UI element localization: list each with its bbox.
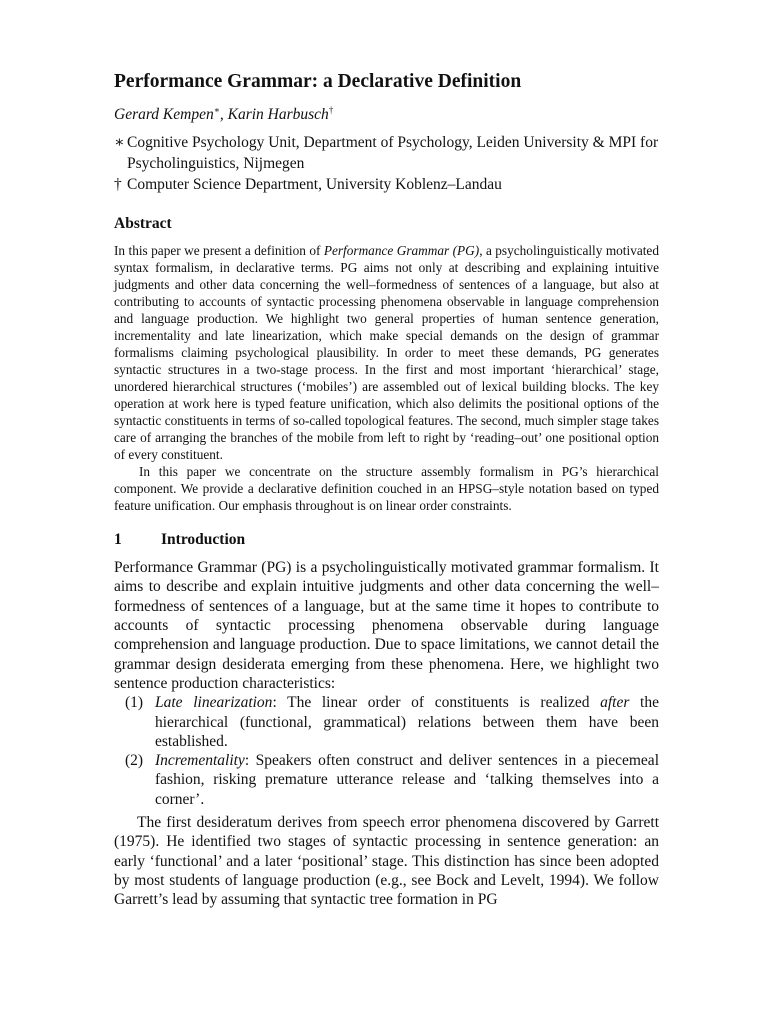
list-text-part: : The linear order of constituents is realized (272, 694, 601, 712)
paper-title: Performance Grammar: a Declarative Definition (114, 71, 522, 92)
affiliation-mark: ∗ (114, 134, 125, 152)
body-paragraph: The first desideratum derives from speech error phenomena discovered by Garrett (1975). He identified two stages of syntactic processing in sentence generation: an early ‘functional’ and a later ‘positional’ stage. This distinction has since been adopted by most students of language production (e.g., see Bock and Levelt, 1994). We follow Garrett’s lead by assuming that syntactic tree formation in PG (114, 814, 659, 909)
list-text-part: the hierarchical (functional, grammatical) relations between them have been established. (155, 694, 659, 750)
section-title: Introduction (161, 531, 246, 549)
author-separator: , (219, 106, 228, 124)
author-name: Karin Harbusch (227, 106, 329, 124)
list-emphasis: after (600, 694, 630, 712)
list-item (114, 751, 659, 809)
section-heading (114, 529, 659, 551)
abstract-paragraph (114, 242, 659, 463)
affiliation-mark: † (328, 105, 334, 115)
affiliation-mark: ∗ (213, 105, 220, 115)
list-number: (2) (125, 752, 144, 770)
abstract-text: In this paper we present a definition of (114, 243, 324, 259)
list-text (155, 751, 659, 809)
affiliation-text: Cognitive Psychology Unit, Department of Psychology, Leiden University & MPI for Psycholinguistics, Nijmegen (127, 134, 659, 173)
abstract-text: , a psycholinguistically motivated syntax formalism, in declarative terms. PG aims not only at describing and explaining intuitive judgments and other data concerning the well–formedness of sentences of a language, but also at contributing to accounts of syntactic processing phenomena observable in language comprehension and language production. We highlight two general properties of human sentence generation, incrementality and late linearization, which make special demands on the design of grammar formalisms claiming psychological plausibility. In order to meet these demands, PG generates syntactic structures in a two-stage process. In the first and most important ‘hierarchical’ stage, unordered hierarchical structures (‘mobiles’) are assembled out of lexical building blocks. The key operation at work here is typed feature unification, which also delimits the positional options of the syntactic constituents in terms of so-called topological features. The second, much simpler stage takes care of arranging the branches of the mobile from left to right by ‘reading–out’ one positional option of every constituent. (114, 243, 659, 463)
section-number: 1 (114, 531, 122, 549)
abstract-body (114, 242, 659, 514)
author-line (114, 99, 659, 126)
list-number: (1) (125, 694, 144, 712)
list-term: Late linearization (155, 694, 273, 712)
affiliation-text: Computer Science Department, University Koblenz–Landau (127, 176, 502, 194)
body-paragraph: Performance Grammar (PG) is a psycholinguistically motivated grammar formalism. It aims to describe and explain intuitive judgments and other data concerning the well–formedness of sentences of a language, but at the same time it hopes to contribute to accounts of syntactic processing phenomena observable during language comprehension and language production. Due to space limitations, we cannot detail the grammar design desiderata emerging from these phenomena. Here, we highlight two sentence production characteristics: (114, 559, 659, 692)
abstract-emphasis: Performance Grammar (PG) (323, 243, 480, 259)
author-name: Gerard Kempen (114, 106, 214, 124)
affiliation-mark: † (114, 176, 122, 194)
paper-page (114, 68, 659, 910)
list-text-part: : Speakers often construct and deliver sentences in a piecemeal fashion, risking premature utterance release and ‘talking themselves into a corner’. (155, 752, 659, 808)
numbered-list (114, 693, 659, 809)
list-term: Incrementality (155, 752, 245, 770)
list-text (155, 693, 659, 751)
section-body (114, 558, 659, 909)
affiliation (114, 174, 659, 195)
affiliation (114, 132, 659, 174)
abstract-heading: Abstract (114, 215, 172, 233)
list-item (114, 693, 659, 751)
abstract-paragraph: In this paper we concentrate on the structure assembly formalism in PG’s hierarchical component. We provide a declarative definition couched in an HPSG–style notation based on typed feature unification. Our emphasis throughout is on linear order constraints. (114, 464, 659, 514)
